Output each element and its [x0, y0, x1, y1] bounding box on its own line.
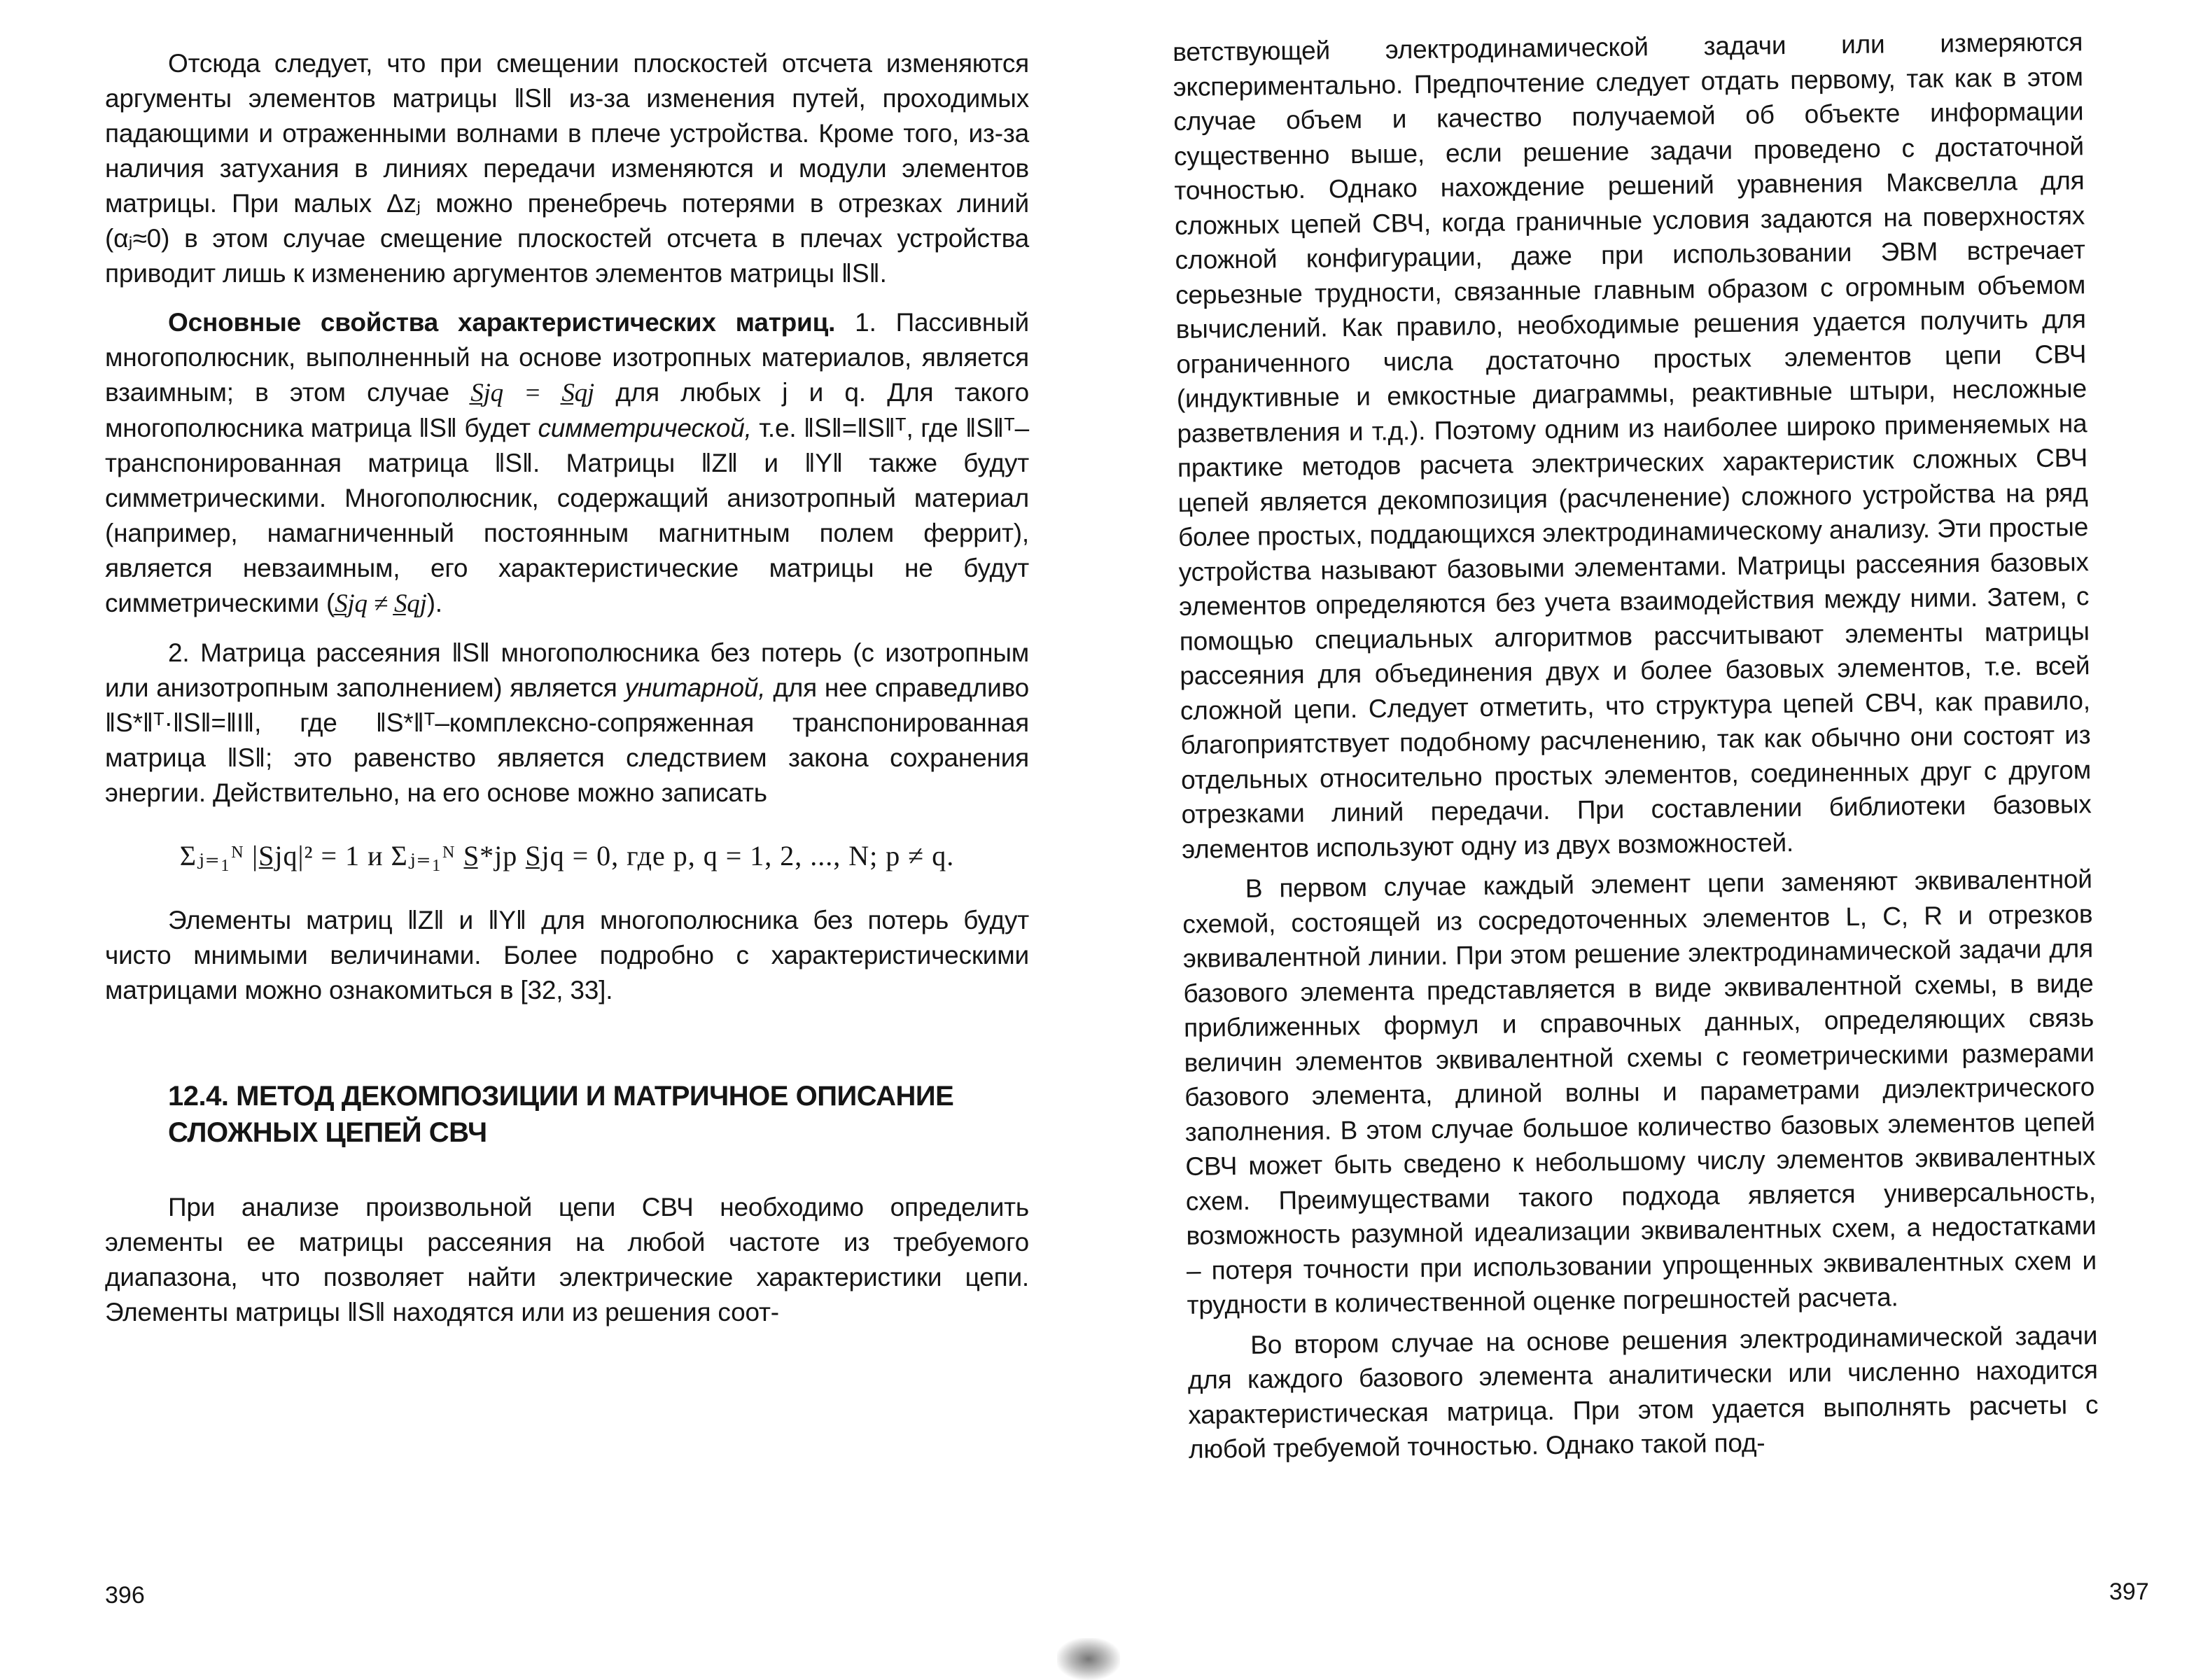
italic-term-unitary: унитарной,: [624, 673, 766, 702]
run-in-heading: Основные свойства характеристических матриц.: [168, 308, 836, 337]
text-run: ).: [426, 589, 442, 617]
text-run: т.е. ‖S‖=‖S‖ᵀ, где ‖S‖ᵀ–транспонированная матрица ‖S‖. Матрицы ‖Z‖ и ‖Y‖ также будут симметрическими. Многополюсник, содержащий анизотропный материал (например, намагниченный постоянным магнитным полем феррит), является невзаимным, его характеристические матрицы не будут симметрическими (: [105, 414, 1030, 617]
energy-conservation-formula: Σⱼ₌₁ᴺ |S̲jq|² = 1 и Σⱼ₌₁ᴺ S̲*jp S̲jq = 0, где p, q = 1, 2, ..., N; p ≠ q.: [179, 840, 955, 872]
page-number-left: 396: [105, 1582, 145, 1609]
text-run: 2. Матрица рассеяния ‖S‖ многополюсника без потерь (с изотропным или анизотропным заполнением) является: [105, 638, 1029, 702]
left-page: [0, 0, 1101, 1680]
paragraph-lossless-elements: Элементы матриц ‖Z‖ и ‖Y‖ для многополюсника без потерь будут чисто мнимыми величинами. Более подробно с характеристическими матрицами можно ознакомиться в [32, 33].: [105, 906, 1029, 1004]
text-run: для нее справедливо ‖S*‖ᵀ·‖S‖=‖I‖, где ‖S*‖ᵀ–комплексно-сопряженная транспонированная матрица ‖S‖; это равенство является следствием закона сохранения энергии. Действительно, на его основе можно записать: [105, 673, 1029, 807]
paragraph-second-case: Во втором случае на основе решения электродинамической задачи для каждого базового элемента аналитически или численно находится характеристическая матрица. При этом удается выполнять расчеты с любой требуемой точностью. Однако такой под-: [1187, 1320, 2099, 1464]
text-run: 1. Пассивный многополюсник, выполненный на основе изотропных материалов, является взаимным; в этом случае: [105, 308, 1029, 407]
paragraph-matrix-properties: [105, 305, 1029, 622]
paragraph-analysis-intro: При анализе произвольной цепи СВЧ необходимо определить элементы ее матрицы рассеяния на любой частоте из требуемого диапазона, что позволяет найти электрические характеристики цепи. Элементы матрицы ‖S‖ находятся или из решения соот-: [105, 1193, 1029, 1326]
paragraph-first-case: В первом случае каждый элемент цепи заменяют эквивалентной схемой, состоящей из сосредоточенных элементов L, C, R и отрезков эквивалентной линии. При этом решение электродинамической задачи для базового элемента представляется в виде эквивалентной схемы, в виде приближенных формул и справочных данных, определяющих связь величин элементов эквивалентной схемы с геометрическими размерами базового элемента, длиной волны и параметрами диэлектрического заполнения. В этом случае большое количество базовых элементов цепей СВЧ может быть сведено к небольшому числу элементов эквивалентных схем. Преимуществами такого подхода является универсальность, возможность разумной идеализации эквивалентных схем, а недостатками – потеря точности при использовании упрощенных эквивалентных схем и трудности в количественной оценке погрешностей расчета.: [1182, 864, 2097, 1320]
reciprocity-formula: S̲jq = S̲qj: [470, 379, 595, 407]
paragraph-reference-planes: Отсюда следует, что при смещении плоскостей отсчета изменяются аргументы элементов матрицы ‖S‖ из-за изменения путей, проходимых падающими и отраженными волнами в плече устройства. Кроме того, из-за наличия затухания в линиях передачи изменяются и модули элементов матрицы. При малых Δzⱼ можно пренебречь потерями в отрезках линий (αⱼ≈0) в этом случае смещение плоскостей отсчета в плечах устройства приводит лишь к изменению аргументов элементов матрицы ‖S‖.: [105, 49, 1029, 288]
nonreciprocity-formula: S̲jq ≠ S̲qj: [335, 589, 427, 618]
section-heading: 12.4. МЕТОД ДЕКОМПОЗИЦИИ И МАТРИЧНОЕ ОПИСАНИЕ СЛОЖНЫХ ЦЕПЕЙ СВЧ: [168, 1081, 954, 1148]
paragraph-decomposition: ветствующей электродинамической задачи или измеряются экспериментально. Предпочтение следует отдать первому, так как в этом случае объем и качество получаемой об объекте информации существенно выше, если решение задачи проведено с достаточной точностью. Однако нахождение решений уравнения Максвелла для сложных цепей СВЧ, когда граничные условия задаются на поверхностях сложной конфигурации, даже при использовании ЭВМ встречает серьезные трудности, связанные главным образом с огромным объемом вычислений. Как правило, необходимые решения удается получить для ограниченного числа достаточно простых элементов цепи СВЧ (индуктивные и емкостные диаграммы, реактивные штыри, несложные разветвления и т.д.). Поэтому одним из наиболее широко применяемых на практике методов расчета электрических характеристик сложных СВЧ цепей является декомпозиция (расчленение) сложного устройства на ряд более простых, поддающихся электродинамическому анализу. Эти простые устройства называют базовыми элементами. Матрицы рассеяния базовых элементов определяются без учета взаимодействия между ними. Затем, с помощью специальных алгоритмов рассчитывают элементы матрицы рассеяния для объединения двух и более базовых элементов, т.е. всей сложной цепи. Следует отметить, что структура цепей СВЧ, как правило, благоприятствует подобному расчленению, так как обычно они состоят из отдельных относительно простых элементов, соединенных друг с другом отрезками линий передачи. При составлении библиотеки базовых элементов используют одну из двух возможностей.: [1173, 27, 2092, 864]
right-page: [1101, 0, 2203, 1680]
paragraph-unitary-matrix: [105, 636, 1029, 811]
page-number-right: 397: [2109, 1578, 2149, 1605]
scan-spine-shadow: [1057, 1638, 1120, 1680]
right-text-column: [1173, 24, 2099, 1472]
text-run: для любых j и q. Для такого многополюсника матрица ‖S‖ будет: [105, 378, 1029, 442]
left-text-column: [105, 46, 1029, 1344]
italic-term-symmetric: симметрической,: [538, 414, 752, 442]
